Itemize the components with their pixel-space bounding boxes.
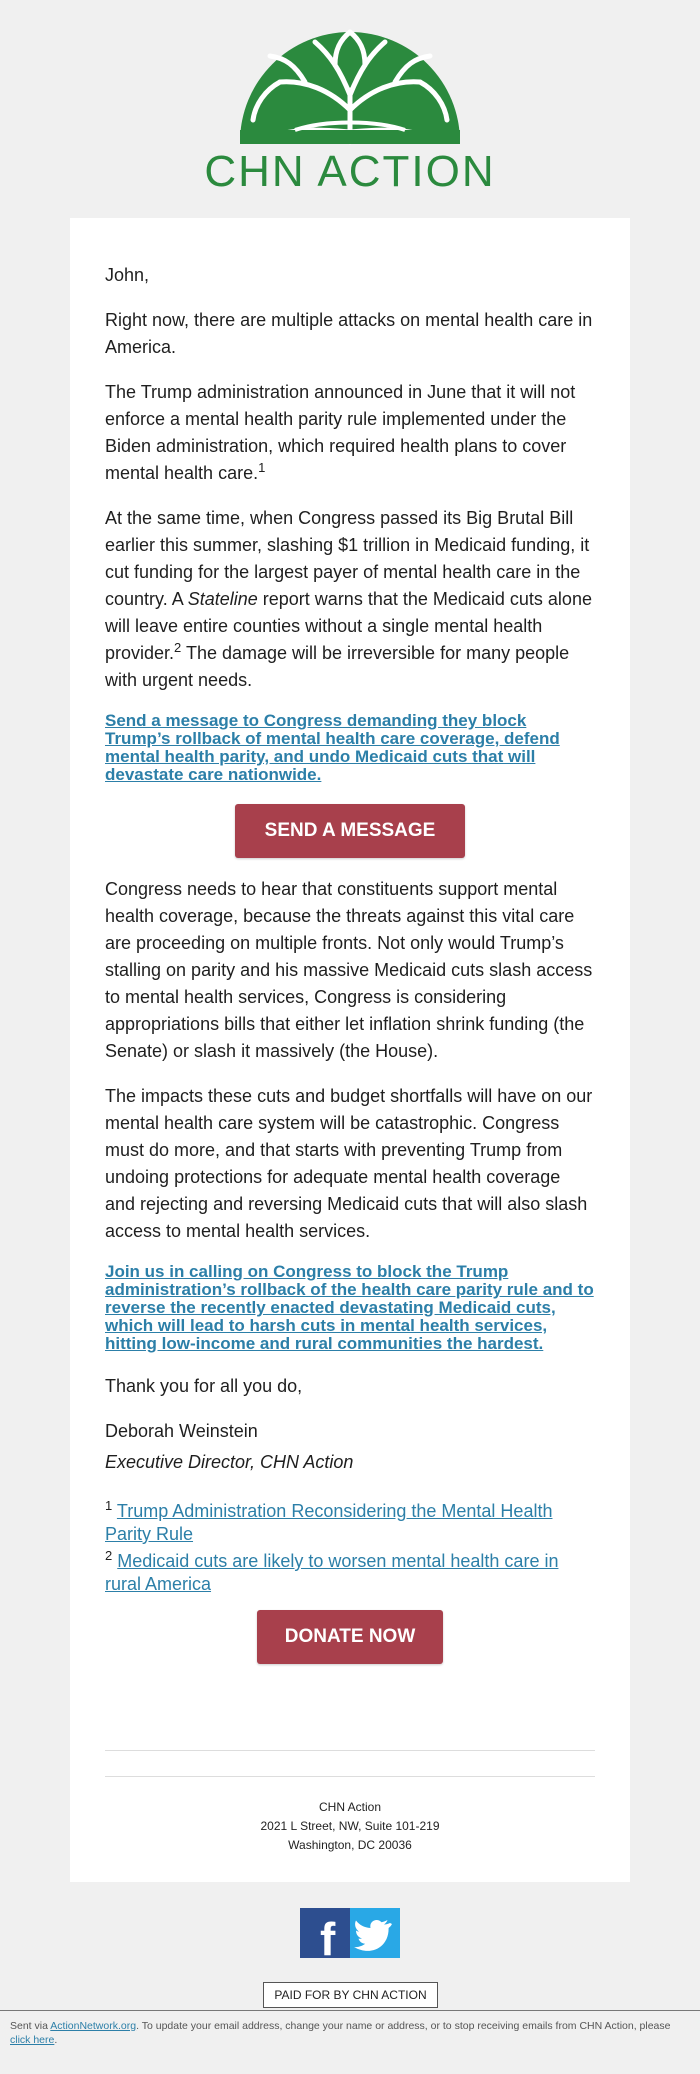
paid-for-disclaimer: PAID FOR BY CHN ACTION: [263, 1982, 438, 2008]
twitter-icon[interactable]: [350, 1908, 400, 1958]
footnote-ref-2: 2: [174, 640, 182, 655]
unsubscribe-link[interactable]: click here: [10, 2034, 55, 2046]
send-message-button[interactable]: SEND A MESSAGE: [235, 804, 465, 858]
footnote-1-link[interactable]: Trump Administration Reconsidering the Mental Health Parity Rule: [105, 1501, 553, 1544]
paragraph-4: Congress needs to hear that constituents support mental health coverage, because the threats against this vital care are proceeding on multiple fronts. Not only would Trump’s stalling on parity and his massive Medicaid cuts slash access to mental health services, Congress is considering appropriations bills that either let inflation shrink funding (the Senate) or slash it massively (the House).: [105, 879, 593, 1061]
brand-title: CHN ACTION: [204, 147, 496, 196]
header: [0, 0, 700, 218]
footnote-1: $^1$ Trump Administration Reconsidering the Mental Health Parity Rule: [105, 1498, 553, 1544]
social-links: [300, 1908, 400, 1958]
footnote-ref-1: 1: [258, 460, 266, 475]
thanks-line: Thank you for all you do,: [105, 1376, 303, 1396]
footnote-2: $^2$ Medicaid cuts are likely to worsen mental health care in rural America: [105, 1548, 559, 1594]
signer-name: Deborah Weinstein: [105, 1421, 258, 1441]
greeting: John,: [105, 265, 150, 285]
paragraph-3: At the same time, when Congress passed its Big Brutal Bill earlier this summer, slashing $1 trillion in Medicaid funding, it cut funding for the largest payer of mental health care in the country. A Stateline report warns that the Medicaid cuts alone will leave entire counties without a single mental health provider.$^2$ The damage will be irreversible for many people with urgent needs.: [105, 508, 592, 690]
divider: [105, 1776, 595, 1777]
email-card: [70, 218, 630, 1882]
mailing-address: CHN Action 2021 L Street, NW, Suite 101-219 Washington, DC 20036: [260, 1800, 440, 1852]
paragraph-5: The impacts these cuts and budget shortfalls will have on our mental health care system will be catastrophic. Congress must do more, and that starts with preventing Trump from undoing protections for adequate mental health coverage and rejecting and reversing Medicaid cuts that will also slash access to mental health services.: [105, 1086, 593, 1241]
facebook-icon[interactable]: [300, 1908, 350, 1958]
paragraph-2: The Trump administration announced in June that it will not enforce a mental health parity rule implemented under the Biden administration, which required health plans to cover mental health care.$^1$: [105, 382, 576, 483]
svg-text:f: f: [320, 1913, 336, 1958]
donate-now-button[interactable]: DONATE NOW: [257, 1610, 443, 1664]
footnote-2-link[interactable]: Medicaid cuts are likely to worsen mental health care in rural America: [105, 1551, 559, 1594]
actionnetwork-link[interactable]: ActionNetwork.org: [50, 2020, 137, 2032]
footer-text: Sent via ActionNetwork.org. To update your email address, change your name or address, or to stop receiving emails from CHN Action, please click here.: [10, 2020, 671, 2046]
join-calling-link[interactable]: Join us in calling on Congress to block the Trump administration’s rollback of the health care parity rule and to reverse the recently enacted devastating Medicaid cuts, which will lead to harsh cuts in mental health services, hitting low-income and rural communities the hardest.: [105, 1262, 594, 1353]
footer-divider: [0, 2010, 700, 2011]
signer-title: Executive Director, CHN Action: [105, 1452, 354, 1472]
email-body: [105, 262, 595, 1664]
tree-logo-icon: [235, 20, 465, 146]
send-message-link[interactable]: Send a message to Congress demanding they block Trump’s rollback of mental health care coverage, defend mental health parity, and undo Medicaid cuts that will devastate care nationwide.: [105, 711, 560, 784]
paragraph-1: Right now, there are multiple attacks on mental health care in America.: [105, 310, 593, 357]
divider: [105, 1750, 595, 1751]
